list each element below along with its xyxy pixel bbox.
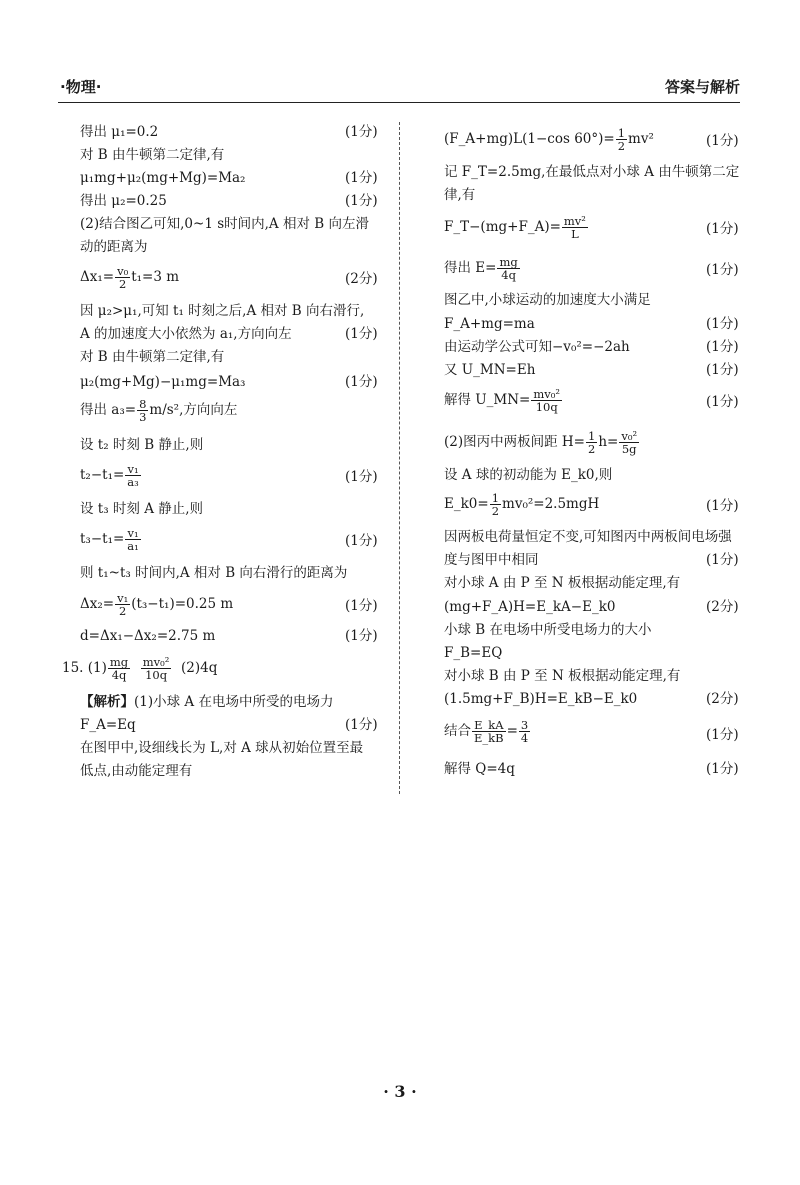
fraction-denominator: 3: [139, 410, 147, 424]
fraction: [141, 656, 172, 681]
solution-line: 设 A 球的初动能为 E_k0,则: [444, 467, 613, 483]
eq-text: 得出 a₃=: [80, 402, 137, 418]
fraction: [562, 215, 588, 240]
fraction-numerator: 1: [588, 429, 596, 443]
fraction-numerator: mv²: [563, 214, 586, 228]
fraction: [137, 398, 148, 423]
equation-line: μ₂(mg+Mg)−μ₁mg=Ma₃: [80, 374, 246, 390]
score-label: (1分): [706, 133, 739, 149]
eq-text: mv²: [628, 131, 654, 147]
fraction-denominator: 2: [491, 504, 500, 518]
score-label: (1分): [706, 394, 739, 410]
fraction-denominator: 2: [118, 277, 127, 291]
score-label: (1分): [345, 374, 378, 390]
fraction-numerator: mg: [499, 255, 518, 269]
eq-text: Δx₂=: [80, 596, 115, 612]
fraction-denominator: 10q: [535, 400, 558, 414]
fraction-numerator: mv₀²: [533, 387, 560, 401]
fraction: [115, 265, 130, 290]
equation-line: [444, 256, 521, 281]
score-label: (1分): [706, 552, 739, 568]
eq-text: (t₃−t₁)=0.25 m: [131, 596, 234, 612]
score-label: (1分): [345, 193, 378, 209]
eq-text: m/s²,方向向左: [149, 402, 238, 418]
equation-line: [444, 127, 654, 152]
solution-line: 在图甲中,设细线长为 L,对 A 球从初始位置至最: [80, 740, 364, 756]
equation-line: [80, 265, 179, 290]
eq-text: (2)4q: [181, 660, 218, 676]
fraction: [497, 256, 519, 281]
solution-line: 则 t₁~t₃ 时间内,A 相对 B 向右滑行的距离为: [80, 565, 348, 581]
analysis-line: [80, 693, 333, 711]
eq-text: t₃−t₁=: [80, 531, 125, 547]
score-label: (1分): [345, 628, 378, 644]
fraction: [108, 656, 130, 681]
solution-line: 对小球 A 由 P 至 N 板根据动能定理,有: [444, 575, 681, 591]
score-label: (2分): [345, 271, 378, 287]
fraction-denominator: 4q: [111, 668, 127, 682]
fraction-denominator: a₁: [127, 539, 139, 553]
solution-line: 因 μ₂>μ₁,可知 t₁ 时刻之后,A 相对 B 向右滑行,: [80, 303, 365, 319]
equation-line: 又 U_MN=Eh: [444, 362, 536, 378]
eq-text: h=: [598, 434, 619, 450]
solution-line: 因两板电荷量恒定不变,可知图丙中两板间电场强: [444, 529, 732, 545]
fraction: [519, 719, 530, 744]
analysis-tag: 【解析】: [80, 694, 134, 710]
score-label: (2分): [706, 599, 739, 615]
score-label: (1分): [706, 262, 739, 278]
eq-text: E_k0=: [444, 496, 489, 512]
score-label: (1分): [345, 124, 378, 140]
fraction-numerator: mg: [109, 655, 129, 669]
score-label: (2分): [706, 691, 739, 707]
eq-text: 解得 U_MN=: [444, 392, 531, 408]
analysis-text: (1)小球 A 在电场中所受的电场力: [134, 694, 334, 710]
score-label: (1分): [345, 469, 378, 485]
score-label: (1分): [706, 362, 739, 378]
fraction-denominator: 4: [520, 731, 529, 745]
solution-line: 律,有: [444, 187, 476, 203]
fraction: [125, 463, 140, 488]
fraction: [619, 430, 639, 455]
equation-line: [80, 592, 233, 617]
score-label: (1分): [345, 717, 378, 733]
eq-text: Δx₁=: [80, 269, 115, 285]
fraction-denominator: 2: [118, 604, 127, 618]
fraction: [616, 127, 627, 152]
solution-line: 低点,由动能定理有: [80, 763, 193, 779]
section-label: 答案与解析: [664, 78, 740, 96]
equation-line: F_A=Eq: [80, 717, 136, 733]
equation-line: [80, 398, 237, 423]
equation-line: [80, 463, 142, 488]
fraction-numerator: 8: [139, 397, 147, 411]
equation-line: [444, 388, 563, 413]
score-label: (1分): [706, 221, 739, 237]
equation-line: [80, 527, 142, 552]
question-number: 15.: [62, 660, 84, 676]
equation-line: F_B=EQ: [444, 645, 503, 661]
score-label: (1分): [706, 498, 739, 514]
solution-line: 图乙中,小球运动的加速度大小满足: [444, 292, 651, 308]
equation-line: [444, 719, 531, 744]
solution-line: 对小球 B 由 P 至 N 板根据动能定理,有: [444, 668, 681, 684]
fraction-denominator: a₃: [127, 475, 139, 489]
fraction-numerator: v₁: [125, 527, 140, 540]
fraction: [472, 719, 506, 744]
solution-line: 设 t₂ 时刻 B 静止,则: [80, 437, 204, 453]
question-answer-line: [62, 656, 217, 681]
score-label: (1分): [345, 170, 378, 186]
fraction: [490, 492, 501, 517]
page-number: · 3 ·: [383, 1082, 417, 1101]
fraction: [531, 388, 562, 413]
solution-line: 记 F_T=2.5mg,在最低点对小球 A 由牛顿第二定: [444, 164, 740, 180]
score-label: (1分): [345, 598, 378, 614]
solution-line: A 的加速度大小依然为 a₁,方向向左: [80, 326, 292, 342]
eq-text: t₁=3 m: [131, 269, 180, 285]
solution-line: (2)结合图乙可知,0~1 s时间内,A 相对 B 向左滑: [80, 216, 369, 232]
solution-line: 解得 Q=4q: [444, 761, 515, 777]
solution-line: 得出 μ₂=0.25: [80, 193, 167, 209]
score-label: (1分): [706, 316, 739, 332]
score-label: (1分): [706, 727, 739, 743]
eq-text: 结合: [444, 723, 471, 739]
eq-text: =: [506, 723, 518, 739]
fraction-denominator: 10q: [145, 668, 168, 682]
solution-line: 设 t₃ 时刻 A 静止,则: [80, 501, 204, 517]
score-label: (1分): [345, 326, 378, 342]
fraction-numerator: 1: [491, 491, 500, 505]
solution-line: 小球 B 在电场中所受电场力的大小: [444, 622, 652, 638]
score-label: (1分): [345, 533, 378, 549]
column-divider: [399, 122, 400, 794]
solution-line: 度与图甲中相同: [444, 552, 539, 568]
fraction-denominator: 2: [617, 139, 626, 153]
fraction-denominator: 2: [588, 442, 596, 456]
fraction: [125, 527, 140, 552]
fraction-numerator: v₁: [125, 463, 140, 476]
solution-line: 得出 μ₁=0.2: [80, 124, 159, 140]
fraction-numerator: v₀²: [621, 429, 638, 443]
fraction-denominator: 5g: [621, 442, 637, 456]
eq-text: (2)图丙中两板间距 H=: [444, 434, 585, 450]
fraction-numerator: 1: [617, 126, 626, 140]
fraction-denominator: E_kB: [474, 731, 504, 745]
page-header: [58, 74, 740, 103]
fraction-denominator: 4q: [501, 268, 516, 282]
equation-line: 由运动学公式可知−v₀²=−2ah: [444, 339, 630, 355]
equation-line: (mg+F_A)H=E_kA−E_k0: [444, 599, 616, 615]
solution-line: 动的距离为: [80, 239, 148, 255]
solution-line: 对 B 由牛顿第二定律,有: [80, 147, 225, 163]
eq-text: 得出 E=: [444, 260, 497, 276]
score-label: (1分): [706, 339, 739, 355]
equation-line: [444, 215, 589, 240]
fraction: [115, 592, 130, 617]
fraction-numerator: E_kA: [472, 719, 506, 732]
score-label: (1分): [706, 761, 739, 777]
fraction-numerator: mv₀²: [142, 655, 170, 669]
fraction: [586, 430, 597, 455]
eq-text: (1): [87, 660, 107, 676]
eq-text: (F_A+mg)L(1−cos 60°)=: [444, 131, 615, 147]
equation-line: d=Δx₁−Δx₂=2.75 m: [80, 628, 216, 644]
equation-line: μ₁mg+μ₂(mg+Mg)=Ma₂: [80, 170, 246, 186]
fraction-numerator: 3: [520, 718, 529, 732]
equation-line: [444, 430, 640, 455]
fraction-numerator: v₁: [117, 591, 129, 605]
fraction-denominator: L: [571, 227, 579, 241]
solution-line: 对 B 由牛顿第二定律,有: [80, 349, 225, 365]
equation-line: (1.5mg+F_B)H=E_kB−E_k0: [444, 691, 638, 707]
eq-text: F_T−(mg+F_A)=: [444, 219, 561, 235]
fraction-numerator: v₀: [117, 264, 129, 278]
equation-line: F_A+mg=ma: [444, 316, 535, 332]
subject-label: ·物理·: [60, 78, 102, 96]
equation-line: [444, 492, 599, 517]
eq-text: t₂−t₁=: [80, 467, 125, 483]
eq-text: mv₀²=2.5mgH: [502, 496, 600, 512]
